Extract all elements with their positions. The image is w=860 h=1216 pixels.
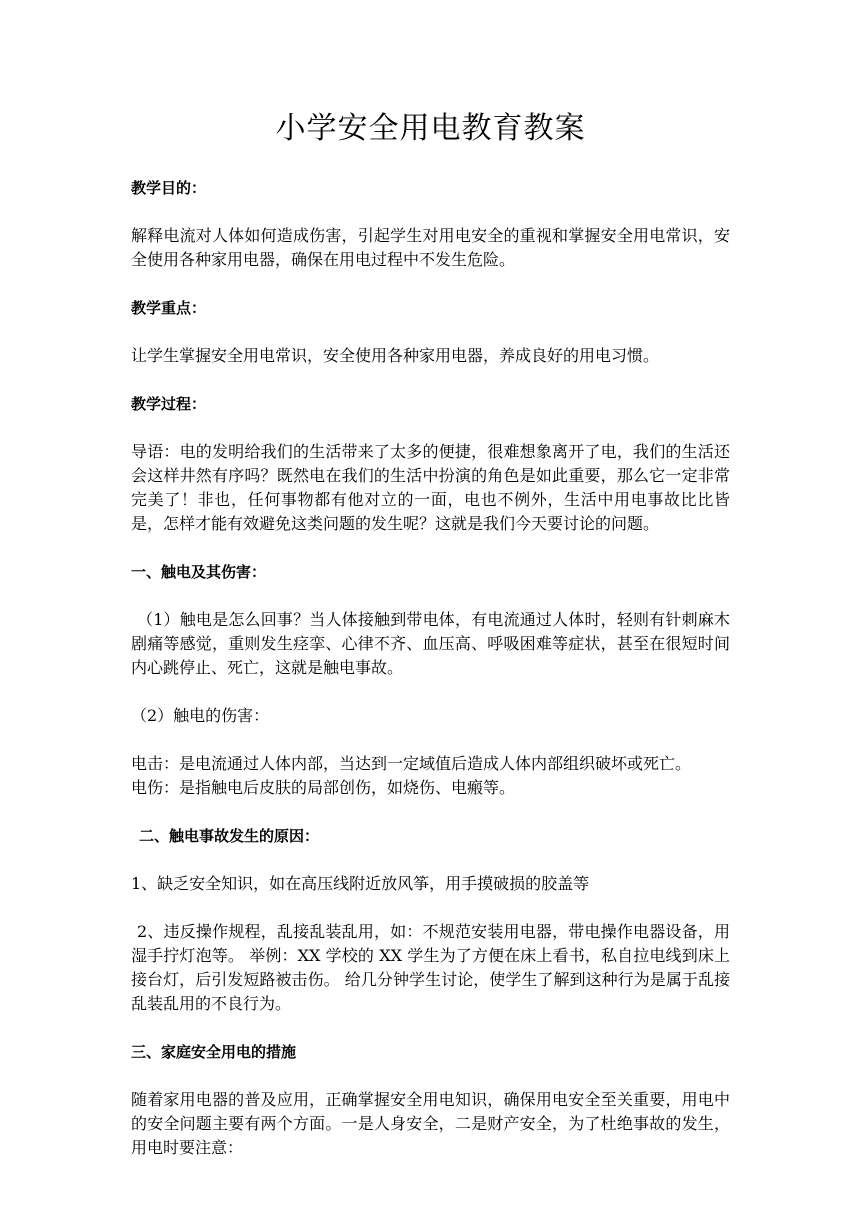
section1-paragraph-1: （1）触电是怎么回事？当人体接触到带电体，有电流通过人体时，轻则有针刺麻木剧痛等感觉，重则发生痉挛、心律不齐、血压高、呼吸困难等症状，甚至在很短时间内心跳停止、死亡，这就是触电事故。	[131, 610, 730, 677]
section2-heading: 二、触电事故发生的原因：	[139, 827, 320, 845]
section1-heading: 一、触电及其伤害：	[131, 563, 267, 581]
focus-paragraph: 让学生掌握安全用电常识，安全使用各种家用电器，养成良好的用电习惯。	[131, 346, 660, 365]
section1-paragraph-3	[131, 752, 730, 800]
focus-heading: 教学重点：	[131, 299, 207, 317]
section3-heading: 三、家庭安全用电的措施	[131, 1043, 297, 1061]
electric-shock-line: 电击：是电流通过人体内部，当达到一定域值后造成人体内部组织破坏或死亡。	[131, 754, 692, 773]
objective-paragraph: 解释电流对人体如何造成伤害，引起学生对用电安全的重视和掌握安全用电常识，安全使用各种家用电器，确保在用电过程中不发生危险。	[131, 226, 730, 269]
section2-paragraph-1: 1、缺乏安全知识，如在高压线附近放风筝，用手摸破损的胶盖等	[131, 874, 590, 893]
section1-paragraph-2: （2）触电的伤害：	[131, 706, 270, 725]
process-heading: 教学过程：	[131, 395, 207, 413]
electric-injury-line: 电伤：是指触电后皮肤的局部创伤，如烧伤、电瘢等。	[131, 778, 516, 797]
intro-paragraph: 导语：电的发明给我们的生活带来了太多的便捷，很难想象离开了电，我们的生活还会这样井然有序吗？既然电在我们的生活中扮演的角色是如此重要，那么它一定非常完美了！非也，任何事物都有他对立的一面，电也不例外，生活中用电事故比比皆是，怎样才能有效避免这类问题的发生呢？这就是我们今天要讨论的问题。	[131, 442, 730, 533]
section3-paragraph-1: 随着家用电器的普及应用，正确掌握安全用电知识，确保用电安全至关重要，用电中的安全问题主要有两个方面。一是人身安全，二是财产安全，为了杜绝事故的发生，用电时要注意：	[131, 1090, 730, 1157]
objective-heading: 教学目的：	[131, 179, 207, 197]
document-title: 小学安全用电教育教案	[275, 111, 586, 146]
section2-paragraph-2: 2、违反操作规程，乱接乱装乱用，如：不规范安装用电器，带电操作电器设备，用湿手拧灯泡等。 举例：XX 学校的 XX 学生为了方便在床上看书，私自拉电线到床上接台灯，后引发短路被击伤。 给几分钟学生讨论，使学生了解到这种行为是属于乱接乱装乱用的不良行为。	[131, 922, 730, 1013]
